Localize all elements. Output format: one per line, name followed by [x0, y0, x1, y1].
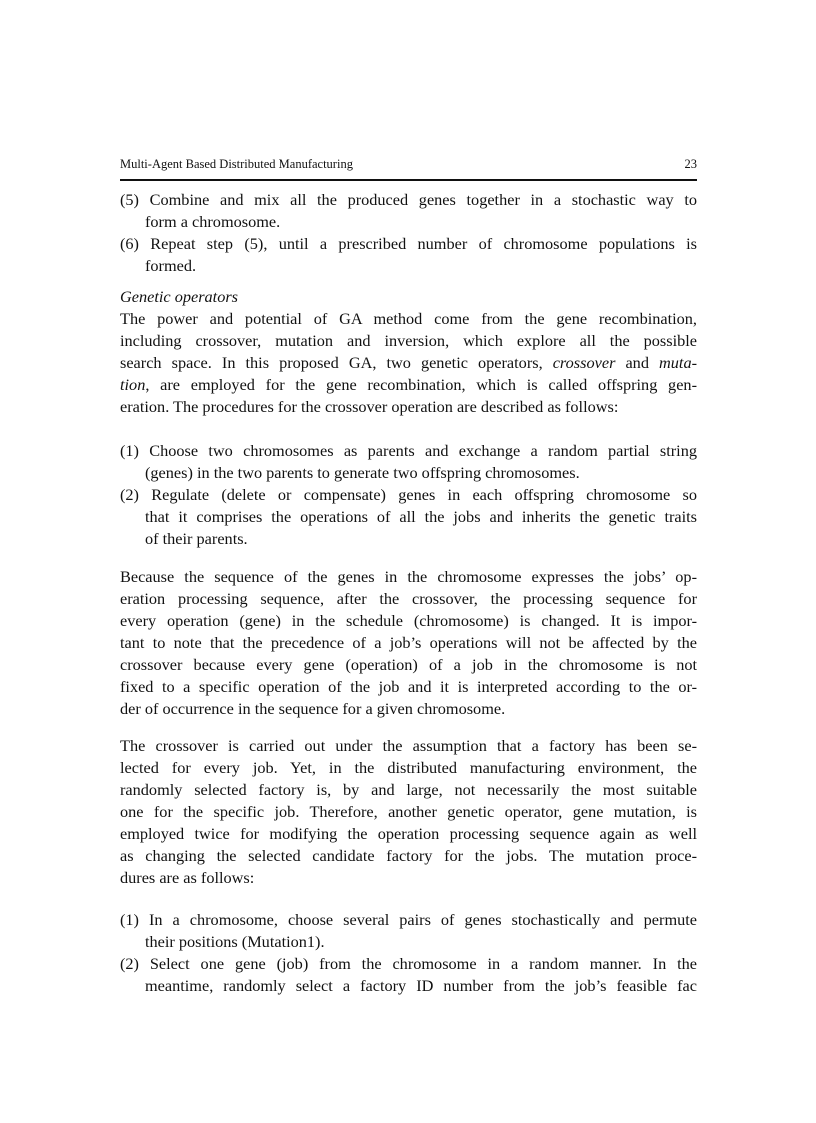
text-line: [120, 286, 697, 308]
italic-text: tion: [120, 375, 146, 394]
text-run: Because the sequence of the genes in the chromosome expresses the jobs’ op-: [120, 567, 697, 586]
text-line: [120, 440, 697, 462]
text-line: [120, 975, 697, 997]
text-run: (2) Regulate (delete or compensate) genes in each offspring chromosome so: [120, 485, 697, 504]
text-line: [120, 757, 697, 779]
mutation-steps: [120, 909, 697, 997]
text-run: , are employed for the gene recombination, which is called offspring gen-: [145, 375, 697, 394]
text-run: The power and potential of GA method come from the gene recombination,: [120, 309, 697, 328]
text-run: every operation (gene) in the schedule (chromosome) is changed. It is impor-: [120, 611, 697, 630]
text-run: (1) In a chromosome, choose several pairs of genes stochastically and permute: [120, 910, 697, 929]
text-run: crossover because every gene (operation) of a job in the chromosome is not: [120, 655, 697, 674]
text-line: [120, 352, 697, 374]
text-line: [120, 698, 697, 720]
text-run: lected for every job. Yet, in the distributed manufacturing environment, the: [120, 758, 697, 777]
text-line: [120, 610, 697, 632]
text-line: [120, 308, 697, 330]
text-line: [120, 330, 697, 352]
text-run: of their parents.: [145, 529, 248, 548]
text-line: [120, 528, 697, 550]
text-run: tant to note that the precedence of a job’s operations will not be affected by the: [120, 633, 697, 652]
text-line: [120, 823, 697, 845]
text-line: [120, 189, 697, 211]
text-line: [120, 506, 697, 528]
text-run: eration processing sequence, after the crossover, the processing sequence for: [120, 589, 697, 608]
text-run: search space. In this proposed GA, two genetic operators,: [120, 353, 553, 372]
text-run: The crossover is carried out under the assumption that a factory has been se-: [120, 736, 697, 755]
text-run: their positions (Mutation1).: [145, 932, 325, 951]
paragraph-crossover-effect: [120, 566, 697, 720]
text-line: [120, 462, 697, 484]
text-run: randomly selected factory is, by and large, not necessarily the most suitable: [120, 780, 697, 799]
page-number: 23: [684, 157, 697, 171]
step-list-5-6: [120, 189, 697, 277]
text-run: (2) Select one gene (job) from the chromosome in a random manner. In the: [120, 954, 697, 973]
text-line: [120, 867, 697, 889]
text-run: fixed to a specific operation of the job and it is interpreted according to the or-: [120, 677, 697, 696]
italic-text: muta-: [659, 353, 697, 372]
text-line: [120, 255, 697, 277]
text-line: [120, 632, 697, 654]
paragraph-mutation-intro: [120, 735, 697, 889]
text-line: [120, 588, 697, 610]
text-run: that it comprises the operations of all the jobs and inherits the genetic traits: [145, 507, 697, 526]
text-line: [120, 801, 697, 823]
text-line: [120, 654, 697, 676]
header-rule: [120, 179, 697, 181]
text-line: [120, 931, 697, 953]
text-run: der of occurrence in the sequence for a given chromosome.: [120, 699, 506, 718]
text-run: (genes) in the two parents to generate two offspring chromosomes.: [145, 463, 580, 482]
text-run: employed twice for modifying the operation processing sequence again as well: [120, 824, 697, 843]
text-line: [120, 735, 697, 757]
crossover-step-2: [120, 484, 697, 550]
text-line: [120, 909, 697, 931]
text-line: [120, 396, 697, 418]
text-run: formed.: [145, 256, 197, 275]
text-line: [120, 676, 697, 698]
text-run: (1) Choose two chromosomes as parents and exchange a random partial string: [120, 441, 697, 460]
text-line: [120, 233, 697, 255]
text-run: (6) Repeat step (5), until a prescribed number of chromosome populations is: [120, 234, 697, 253]
text-run: meantime, randomly select a factory ID number from the job’s feasible fac: [145, 976, 697, 995]
text-run: form a chromosome.: [145, 212, 281, 231]
text-run: dures are as follows:: [120, 868, 255, 887]
text-line: [120, 845, 697, 867]
text-run: as changing the selected candidate factory for the jobs. The mutation proce-: [120, 846, 697, 865]
text-line: [120, 566, 697, 588]
italic-text: Genetic operators: [120, 287, 239, 306]
text-run: (5) Combine and mix all the produced genes together in a stochastic way to: [120, 190, 697, 209]
italic-text: crossover: [552, 353, 616, 372]
text-line: [120, 484, 697, 506]
text-line: [120, 779, 697, 801]
text-run: eration. The procedures for the crossover operation are described as follows:: [120, 397, 619, 416]
text-run: including crossover, mutation and inversion, which explore all the possible: [120, 331, 697, 350]
text-run: and: [615, 353, 660, 372]
text-run: one for the specific job. Therefore, another genetic operator, gene mutation, is: [120, 802, 697, 821]
text-line: [120, 374, 697, 396]
text-line: [120, 211, 697, 233]
header-title: Multi-Agent Based Distributed Manufacturing: [120, 157, 353, 171]
text-line: [120, 953, 697, 975]
genetic-operators-section: [120, 286, 697, 418]
crossover-step-1: [120, 440, 697, 484]
